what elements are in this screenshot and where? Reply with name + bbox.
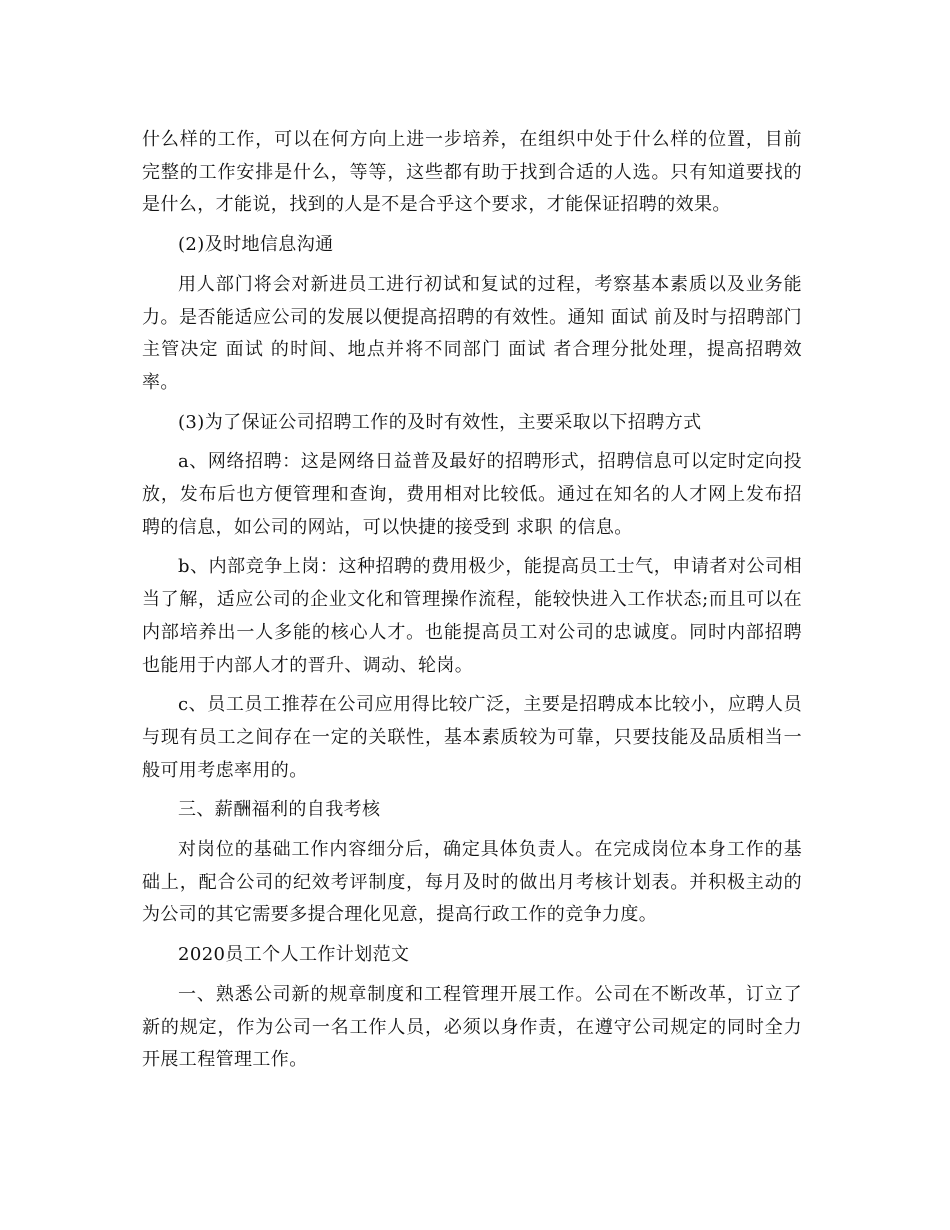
paragraph-employee-referral: c、员工员工推荐在公司应用得比较广泛，主要是招聘成本比较小，应聘人员与现有员工之间存在一定的关联性，基本素质较为可靠，只要技能及品质相当一般可用考虑率用的。 xyxy=(142,694,802,781)
heading-work-plan-2020: 2020员工个人工作计划范文 xyxy=(178,944,410,966)
document-page xyxy=(142,124,802,1084)
paragraph-position-duties: 对岗位的基础工作内容细分后，确定具体负责人。在完成岗位本身工作的基础上，配合公司的纪效考评制度，每月及时的做出月考核计划表。并积极主动的为公司的其它需要多提合理化见意，提高行政工作的竞争力度。 xyxy=(142,839,802,926)
subheading-timely-communication: (2)及时地信息沟通 xyxy=(178,234,334,256)
heading-compensation-assessment: 三、薪酬福利的自我考核 xyxy=(178,799,381,821)
paragraph-continuation: 什么样的工作，可以在何方向上进一步培养，在组织中处于什么样的位置，目前完整的工作安排是什么，等等，这些都有助于找到合适的人选。只有知道要找的是什么，才能说，找到的人是不是合乎这个要求，才能保证招聘的效果。 xyxy=(142,129,802,216)
paragraph-internal-competition: b、内部竞争上岗：这种招聘的费用极少，能提高员工士气，申请者对公司相当了解，适应公司的企业文化和管理操作流程，能较快进入工作状态;而且可以在内部培养出一人多能的核心人才。也能提高员工对公司的忠诚度。同时内部招聘也能用于内部人才的晋升、调动、轮岗。 xyxy=(142,556,802,676)
paragraph-department-interviews: 用人部门将会对新进员工进行初试和复试的过程，考察基本素质以及业务能力。是否能适应公司的发展以便提高招聘的有效性。通知 面试 前及时与招聘部门主管决定 面试 的时间、地点并将不同部门 面试 者合理分批处理，提高招聘效率。 xyxy=(142,273,802,393)
paragraph-new-regulations: 一、熟悉公司新的规章制度和工程管理开展工作。公司在不断改革，订立了新的规定，作为公司一名工作人员，必须以身作责，在遵守公司规定的同时全力开展工程管理工作。 xyxy=(142,983,802,1071)
paragraph-online-recruitment: a、网络招聘：这是网络日益普及最好的招聘形式，招聘信息可以定时定向投放，发布后也方便管理和查询，费用相对比较低。通过在知名的人才网上发布招聘的信息，如公司的网站，可以快捷的接受到 求职 的信息。 xyxy=(142,451,802,538)
subheading-recruitment-methods: (3)为了保证公司招聘工作的及时有效性，主要采取以下招聘方式 xyxy=(178,411,702,433)
